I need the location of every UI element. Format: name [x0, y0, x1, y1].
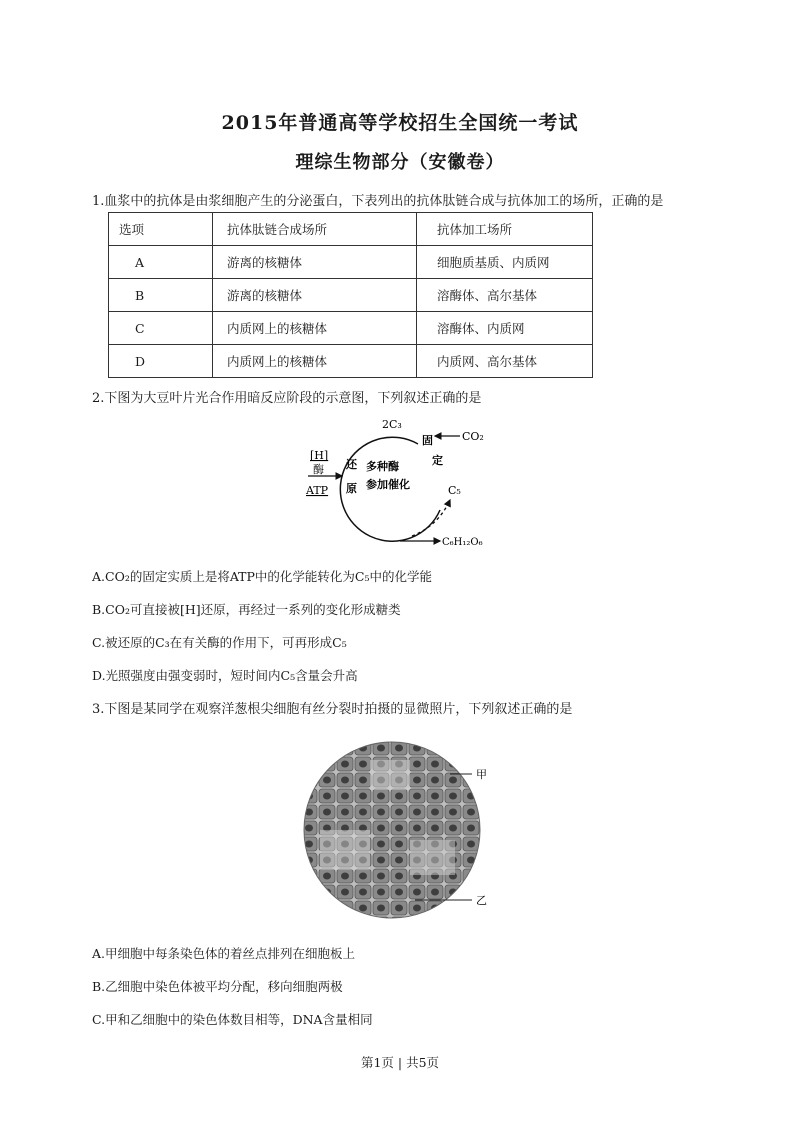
label-yi: 乙: [476, 894, 487, 907]
h-label: [H]: [310, 449, 329, 462]
enzyme-label: 酶: [313, 463, 324, 476]
regeneration-arc: [412, 500, 450, 536]
c5-label: C₅: [448, 484, 461, 497]
table-cell: 游离的核糖体: [213, 246, 417, 279]
table-cell: 内质网上的核糖体: [213, 345, 417, 378]
exam-subtitle: 理综生物部分（安徽卷）: [295, 152, 505, 173]
question-3-option-a: A.甲细胞中每条染色体的着丝点排列在细胞板上: [92, 946, 356, 961]
question-2-stem: 2.下图为大豆叶片光合作用暗反应阶段的示意图，下列叙述正确的是: [92, 391, 482, 406]
table-header-cell: 选项: [109, 213, 213, 246]
exam-title: 2015年普通高等学校招生全国统一考试: [221, 112, 579, 134]
table-row: [109, 312, 593, 345]
table-cell: C: [109, 312, 213, 345]
table-header-cell: 抗体加工场所: [417, 213, 593, 246]
question-1-table: [108, 212, 593, 378]
fixation-char-1: 固: [422, 434, 433, 447]
question-1-stem: 1.血浆中的抗体是由浆细胞产生的分泌蛋白，下表列出的抗体肽链合成与抗体加工的场所，正确的是: [92, 194, 664, 209]
table-cell: 内质网、高尔基体: [417, 345, 593, 378]
question-3-option-b: B.乙细胞中染色体被平均分配，移向细胞两极: [92, 979, 343, 994]
center-label-2: 参加催化: [366, 478, 410, 491]
table-cell: A: [109, 246, 213, 279]
question-2-option-d: D.光照强度由强变弱时，短时间内C₅含量会升高: [92, 668, 358, 683]
table-cell: D: [109, 345, 213, 378]
fixation-char-2: 定: [432, 454, 443, 467]
question-2-option-a: A.CO₂的固定实质上是将ATP中的化学能转化为C₅中的化学能: [92, 569, 432, 584]
calvin-cycle-diagram: [300, 414, 500, 554]
table-cell: 溶酶体、高尔基体: [417, 279, 593, 312]
table-row: [109, 279, 593, 312]
micrograph-image: [300, 740, 520, 920]
table-cell: 溶酶体、内质网: [417, 312, 593, 345]
table-header-cell: 抗体肽链合成场所: [213, 213, 417, 246]
question-2-option-c: C.被还原的C₃在有关酶的作用下，可再形成C₅: [92, 635, 347, 650]
question-3-option-c: C.甲和乙细胞中的染色体数目相等，DNA含量相同: [92, 1012, 373, 1027]
reduction-char-2: 原: [346, 482, 357, 495]
label-jia: 甲: [476, 768, 487, 781]
question-3-stem: 3.下图是某同学在观察洋葱根尖细胞有丝分裂时拍摄的显微照片，下列叙述正确的是: [92, 702, 573, 717]
page-footer: 第1页 | 共5页: [360, 1055, 440, 1070]
table-header-row: [109, 213, 593, 246]
table-cell: 游离的核糖体: [213, 279, 417, 312]
atp-label: ATP: [306, 484, 329, 497]
table-row: [109, 345, 593, 378]
center-label-1: 多种酶: [366, 460, 399, 473]
table-cell: B: [109, 279, 213, 312]
co2-label: CO₂: [462, 430, 484, 443]
table-cell: 内质网上的核糖体: [213, 312, 417, 345]
c3-label: 2C₃: [382, 418, 402, 431]
table-cell: 细胞质基质、内质网: [417, 246, 593, 279]
table-row: [109, 246, 593, 279]
reduction-char-1: 还: [346, 458, 357, 471]
question-2-option-b: B.CO₂可直接被[H]还原，再经过一系列的变化形成糖类: [92, 602, 401, 617]
glucose-label: C₆H₁₂O₆: [442, 537, 483, 548]
